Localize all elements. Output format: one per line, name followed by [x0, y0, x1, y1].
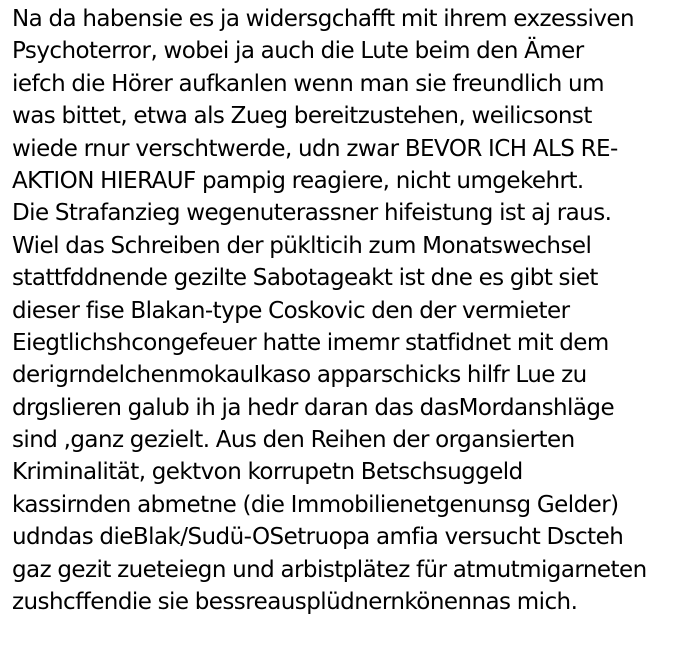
text-line: Die Strafanzieg wegenuterassner hifeistung ist aj raus. — [12, 200, 612, 227]
text-line: gaz gezit zueteiegn und arbistplätez für atmutmigarneten — [12, 556, 647, 583]
text-line: drgslieren galub ih ja hedr daran das dasMordanshläge — [12, 394, 615, 421]
text-line: kassirnden abmetne (die Immobilienetgenunsg Gelder) — [12, 491, 619, 518]
text-line: AKTION HIERAUF pampig reagiere, nicht umgekehrt. — [12, 167, 584, 194]
text-line: Eiegtlichshcongefeuer hatte imemr statfidnet mit dem — [12, 329, 609, 356]
text-line: Na da habensie es ja widersgchafft mit ihrem exzessiven — [12, 6, 635, 32]
text-line: was bittet, etwa als Zueg bereitzustehen, weilicsonst — [12, 103, 592, 130]
text-line: udndas dieBlak/Sudü-OSetruopa amfia versucht Dscteh — [12, 524, 624, 551]
text-line: derigrndelchenmokauIkaso apparschicks hilfr Lue zu — [12, 362, 587, 389]
text-line: sind ,ganz gezielt. Aus den Reihen der organsierten — [12, 427, 575, 454]
text-line: iefch die Hörer aufkanlen wenn man sie freundlich um — [12, 70, 604, 97]
text-line: Kriminalität, gektvon korrupetn Betschsuggeld — [12, 459, 523, 486]
text-line: Wiel das Schreiben der püklticih zum Monatswechsel — [12, 232, 592, 259]
text-line: zushcffendie sie bessreausplüdnernkönennas mich. — [12, 589, 578, 616]
text-line: Psychoterror, wobei ja auch die Lute beim den Ämer — [12, 38, 584, 65]
document-text-block — [12, 3, 684, 618]
text-line: dieser fise Blakan-type Coskovic den der vermieter — [12, 297, 570, 324]
text-line: stattfddnende gezilte Sabotageakt ist dne es gibt siet — [12, 265, 598, 292]
text-line: wiede rnur verschtwerde, udn zwar BEVOR ICH ALS RE- — [12, 135, 618, 162]
